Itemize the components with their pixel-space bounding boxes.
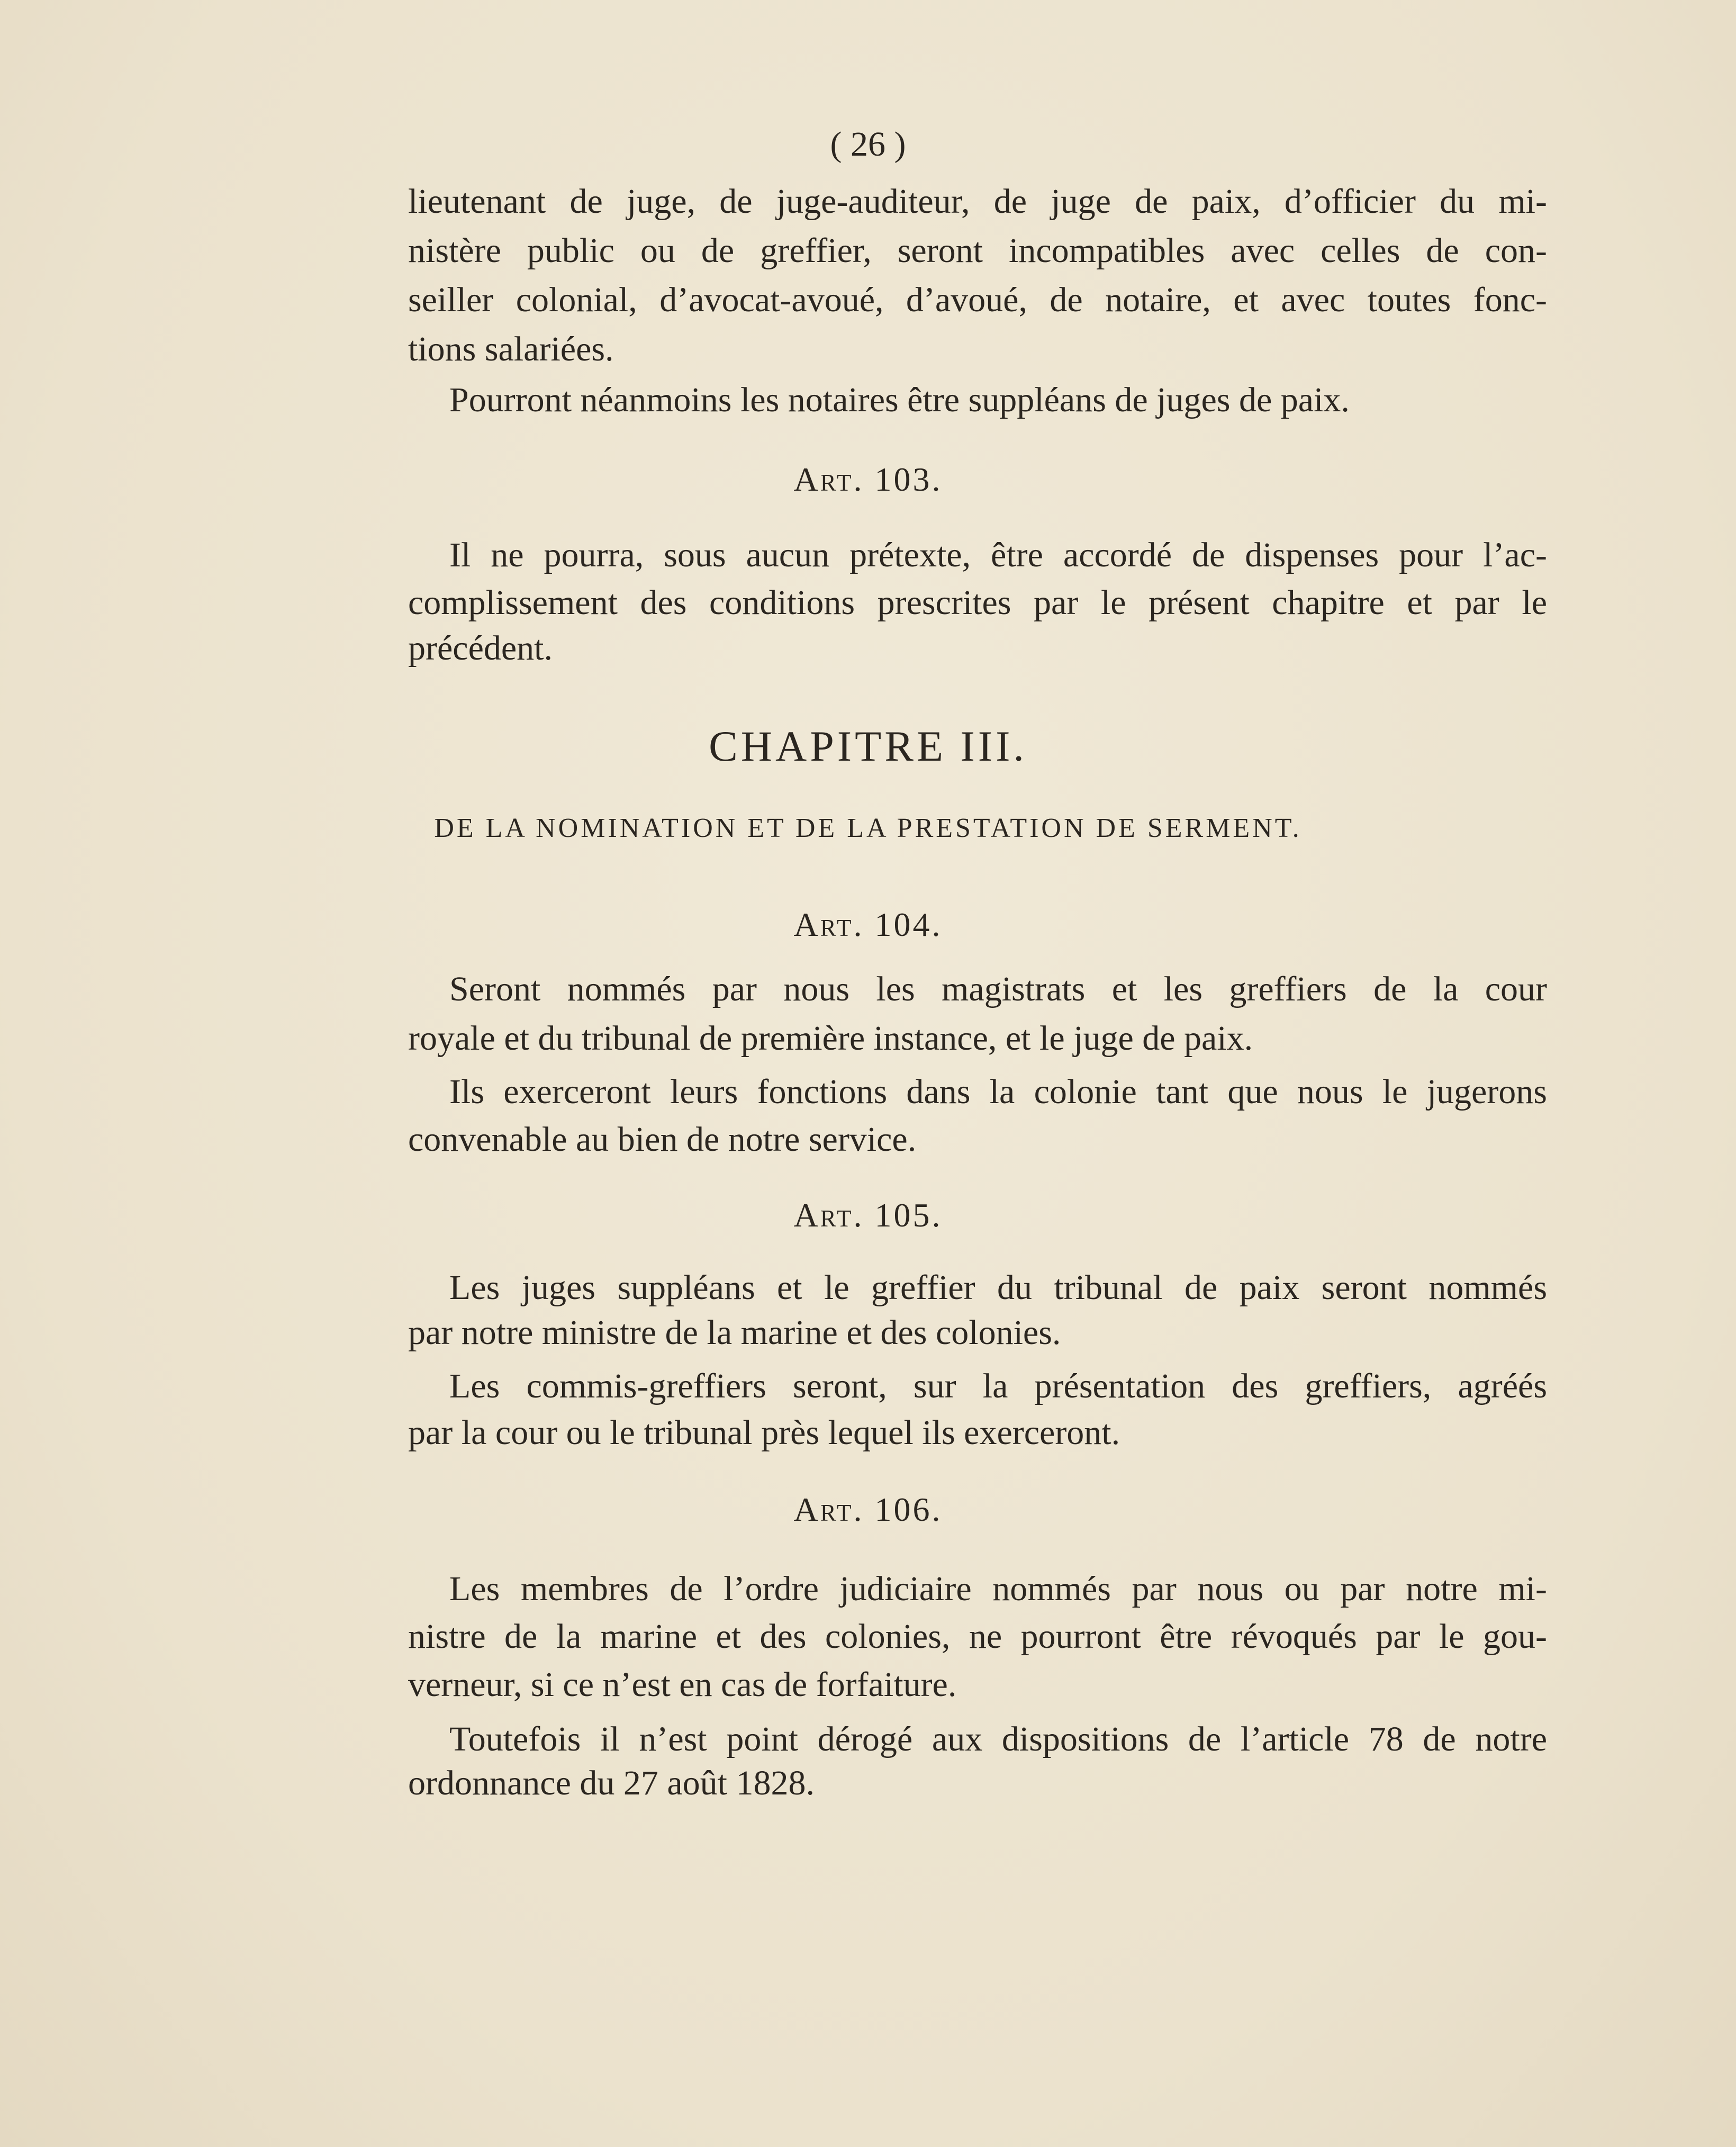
text-line: Pourront néanmoins les notaires être suppléans de juges de paix. [449, 381, 1350, 419]
text-line: Toutefois il n’est point dérogé aux dispositions de l’article 78 de notre [449, 1720, 1547, 1758]
article-heading-105 [0, 1190, 1736, 1240]
text-line: Les membres de l’ordre judiciaire nommés par nous ou par notre mi- [449, 1569, 1547, 1608]
text-line: Les juges suppléans et le greffier du tribunal de paix seront nommés [449, 1268, 1547, 1307]
text-line: précédent. [408, 629, 553, 667]
article-heading-106 [0, 1485, 1736, 1534]
text-line: convenable au bien de notre service. [408, 1120, 917, 1159]
article-heading-text: Art. 105. [793, 1196, 943, 1234]
text-line: complissement des conditions prescrites par le présent chapitre et par le [408, 583, 1547, 622]
text-line: Les commis-greffiers seront, sur la présentation des greffiers, agréés [449, 1367, 1547, 1405]
article-heading-103 [0, 455, 1736, 504]
text-line: Il ne pourra, sous aucun prétexte, être accordé de dispenses pour l’ac- [449, 536, 1547, 574]
chapter-title: CHAPITRE III. [709, 722, 1027, 770]
text-line: ordonnance du 27 août 1828. [408, 1764, 815, 1802]
article-heading-104 [0, 900, 1736, 949]
text-line: tions salariées. [408, 330, 614, 368]
text-line: nistère public ou de greffier, seront incompatibles avec celles de con- [408, 231, 1547, 270]
article-heading-text: Art. 106. [793, 1491, 943, 1528]
article-heading-text: Art. 104. [793, 906, 943, 943]
text-line: Seront nommés par nous les magistrats et les greffiers de la cour [449, 970, 1547, 1008]
text-line: Ils exerceront leurs fonctions dans la colonie tant que nous le jugerons [449, 1072, 1547, 1111]
text-line: par la cour ou le tribunal près lequel ils exerceront. [408, 1413, 1120, 1452]
text-line: par notre ministre de la marine et des colonies. [408, 1313, 1061, 1352]
article-heading-text: Art. 103. [793, 461, 943, 498]
text-line: royale et du tribunal de première instance, et le juge de paix. [408, 1019, 1253, 1058]
text-line: verneur, si ce n’est en cas de forfaiture. [408, 1665, 957, 1704]
text-line: seiller colonial, d’avocat-avoué, d’avoué, de notaire, et avec toutes fonc- [408, 281, 1547, 319]
page-number: ( 26 ) [830, 125, 906, 164]
chapter-subtitle: DE LA NOMINATION ET DE LA PRESTATION DE SERMENT. [434, 813, 1302, 843]
text-line: lieutenant de juge, de juge-auditeur, de juge de paix, d’officier du mi- [408, 182, 1547, 221]
text-line: nistre de la marine et des colonies, ne pourront être révoqués par le gou- [408, 1617, 1547, 1656]
